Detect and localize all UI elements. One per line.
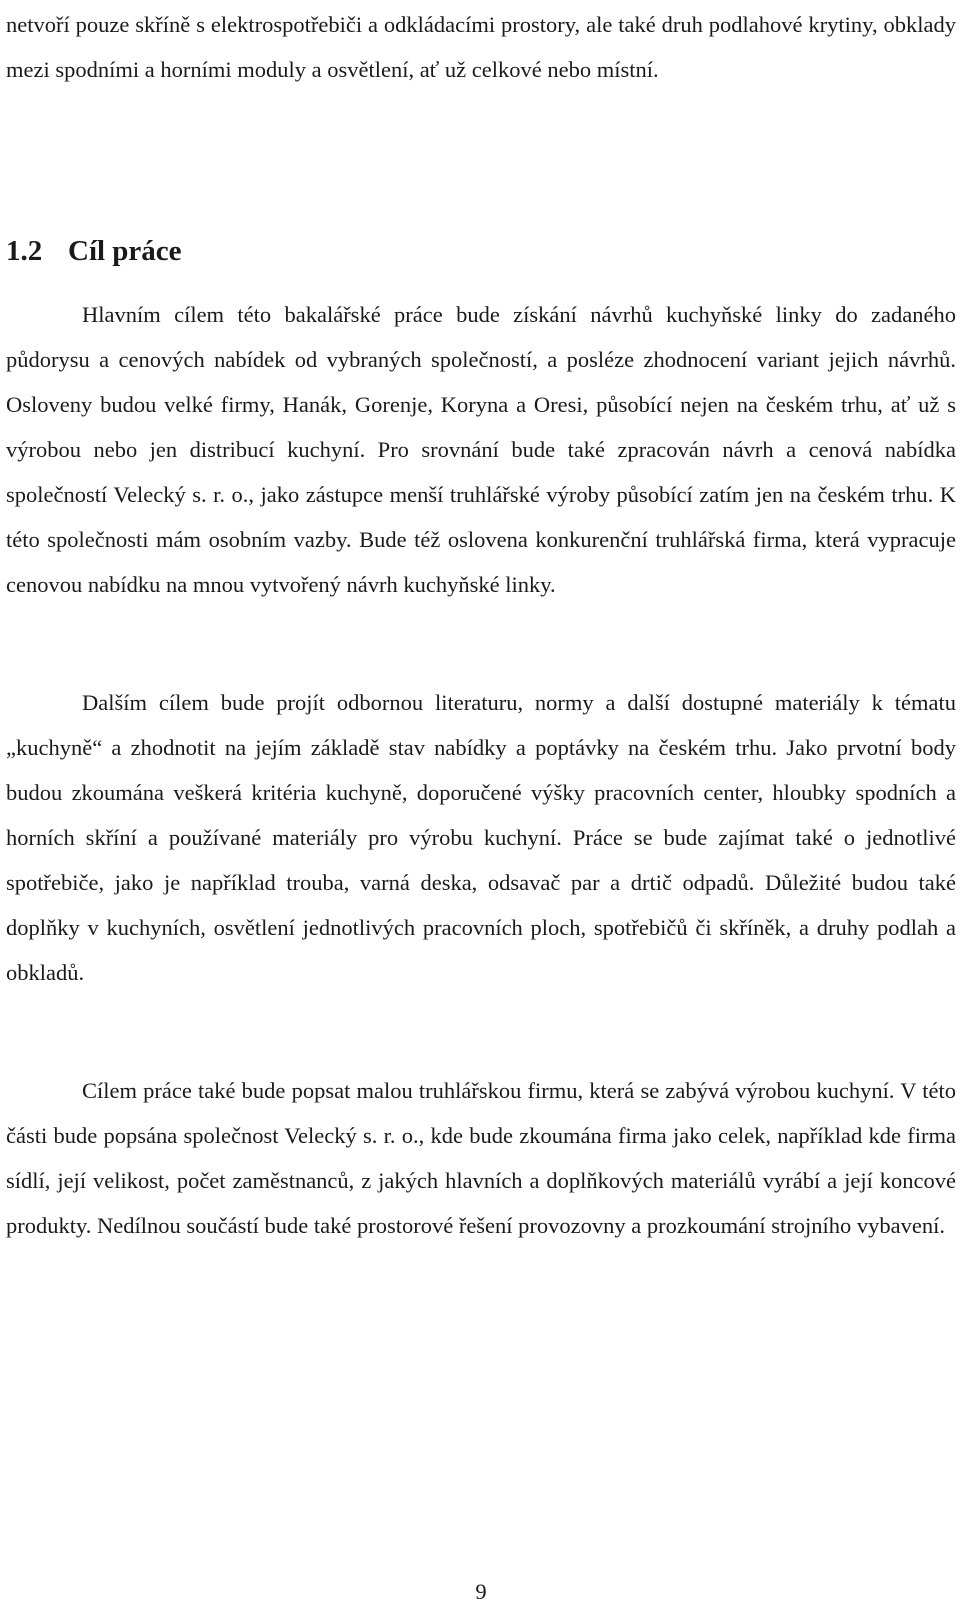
document-page (6, 0, 956, 1610)
paragraph-company: Cílem práce také bude popsat malou truhlářskou firmu, která se zabývá výrobou kuchyní. V této části bude popsána společnost Velecký s. r. o., kde bude zkoumána firma jako celek, například kde firma sídlí, její velikost, počet zaměstnanců, z jakých hlavních a doplňkových materiálů vyrábí a její koncové produkty. Nedílnou součástí bude také prostorové řešení provozovny a prozkoumání strojního vybavení. (6, 1078, 956, 1238)
paragraph-goals: Hlavním cílem této bakalářské práce bude získání návrhů kuchyňské linky do zadaného půdorysu a cenových nabídek od vybraných společností, a posléze zhodnocení variant jejich návrhů. Osloveny budou velké firmy, Hanák, Gorenje, Koryna a Oresi, působící nejen na českém trhu, ať už s výrobou nebo jen distribucí kuchyní. Pro srovnání bude také zpracován návrh a cenová nabídka společností Velecký s. r. o., jako zástupce menší truhlářské výroby působící zatím jen na českém trhu. K této společnosti mám osobním vazby. Bude též oslovena konkurenční truhlářská firma, která vypracuje cenovou nabídku na mnou vytvořený návrh kuchyňské linky. (6, 302, 956, 597)
section-heading (6, 228, 182, 274)
section-title: Cíl práce (68, 235, 182, 267)
page-number: 9 (475, 1579, 487, 1604)
section-number: 1.2 (6, 235, 43, 267)
paragraph-literature: Dalším cílem bude projít odbornou literaturu, normy a další dostupné materiály k tématu „kuchyně“ a zhodnotit na jejím základě stav nabídky a poptávky na českém trhu. Jako prvotní body budou zkoumána veškerá kritéria kuchyně, doporučené výšky pracovních center, hloubky spodních a horních skříní a používané materiály pro výrobu kuchyní. Práce se bude zajímat také o jednotlivé spotřebiče, jako je například trouba, varná deska, odsavač par a drtič odpadů. Důležité budou také doplňky v kuchyních, osvětlení jednotlivých pracovních ploch, spotřebičů či skříněk, a druhy podlah a obkladů. (6, 690, 956, 985)
intro-paragraph: netvoří pouze skříně s elektrospotřebiči a odkládacími prostory, ale také druh podlahové krytiny, obklady mezi spodními a horními moduly a osvětlení, ať už celkové nebo místní. (6, 12, 956, 82)
